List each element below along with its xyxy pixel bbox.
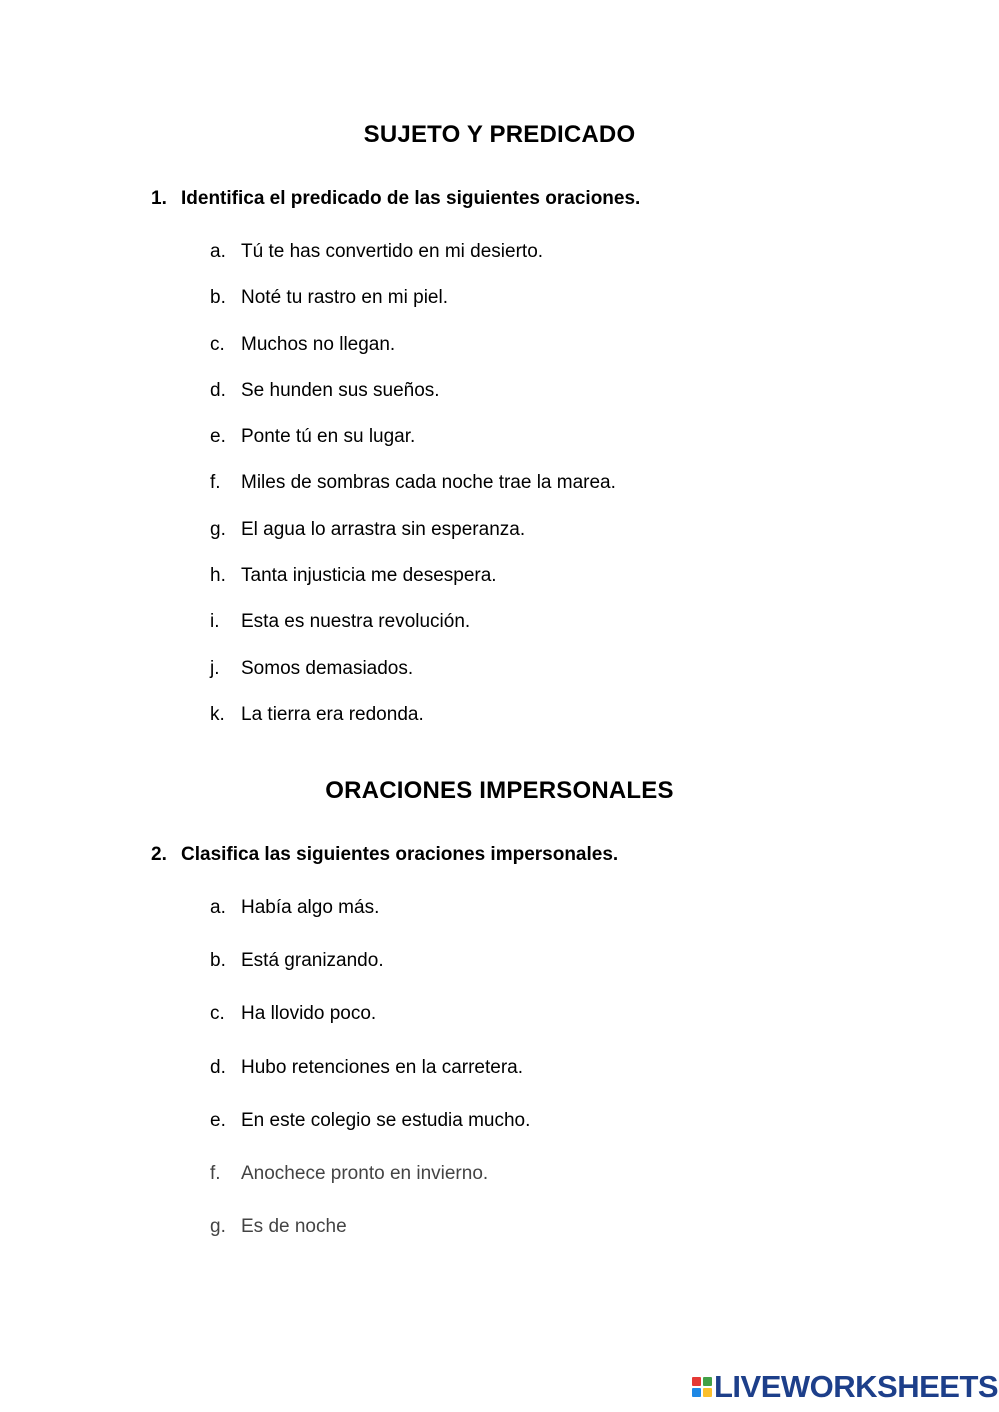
list-item (210, 1057, 530, 1110)
list-item (210, 658, 616, 704)
item-text: Hubo retenciones en la carretera. (241, 1056, 523, 1078)
item-letter: e. (210, 1109, 226, 1131)
question-2 (151, 844, 618, 866)
item-letter: e. (210, 426, 226, 448)
list-item (210, 1110, 530, 1163)
liveworksheets-logo (692, 1369, 999, 1404)
item-text: Ponte tú en su lugar. (241, 426, 416, 448)
question-text: Identifica el predicado de las siguientes oraciones. (181, 188, 641, 209)
item-text: Está granizando. (241, 950, 384, 972)
list-item (210, 1163, 530, 1216)
item-letter: f. (210, 472, 221, 494)
question-1 (151, 188, 640, 210)
item-text: Noté tu rastro en mi piel. (241, 287, 448, 309)
list-item (210, 565, 616, 611)
list-item (210, 334, 616, 380)
item-letter: a. (210, 241, 226, 262)
item-letter: i. (210, 611, 220, 633)
list-item (210, 380, 616, 426)
item-text: Se hunden sus sueños. (241, 379, 440, 401)
list-item (210, 241, 616, 287)
item-text: Es de noche (241, 1216, 347, 1238)
item-text: Esta es nuestra revolución. (241, 611, 471, 633)
item-text: Somos demasiados. (241, 657, 414, 679)
question-text: Clasifica las siguientes oraciones impersonales. (181, 844, 619, 865)
logo-square-yellow (703, 1388, 712, 1397)
item-text: Anochece pronto en invierno. (241, 1162, 489, 1184)
item-letter: d. (210, 379, 226, 401)
item-letter: g. (210, 1216, 226, 1238)
item-letter: f. (210, 1162, 221, 1184)
sentence-list-2 (210, 897, 530, 1269)
list-item (210, 519, 616, 565)
item-letter: c. (210, 333, 225, 355)
item-text: Miles de sombras cada noche trae la marea. (241, 472, 616, 494)
sentence-list-1 (210, 241, 616, 750)
question-number: 1. (151, 188, 167, 209)
list-item (210, 1003, 530, 1056)
item-text: El agua lo arrastra sin esperanza. (241, 518, 526, 540)
list-item (210, 472, 616, 518)
item-text: Había algo más. (241, 897, 380, 918)
item-letter: h. (210, 565, 226, 587)
item-letter: k. (210, 703, 225, 725)
item-letter: d. (210, 1056, 226, 1078)
item-letter: b. (210, 287, 226, 309)
logo-square-blue (692, 1388, 701, 1397)
list-item (210, 426, 616, 472)
list-item (210, 287, 616, 333)
item-text: En este colegio se estudia mucho. (241, 1109, 531, 1131)
list-item (210, 704, 616, 750)
section-title-sujeto-predicado: SUJETO Y PREDICADO (363, 121, 636, 148)
item-letter: g. (210, 518, 226, 540)
item-text: Tú te has convertido en mi desierto. (241, 241, 544, 262)
list-item (210, 950, 530, 1003)
item-letter: j. (210, 657, 220, 679)
item-letter: a. (210, 897, 226, 918)
liveworksheets-logo-icon (692, 1377, 712, 1397)
list-item (210, 611, 616, 657)
item-text: La tierra era redonda. (241, 703, 424, 725)
item-text: Muchos no llegan. (241, 333, 396, 355)
item-text: Tanta injusticia me desespera. (241, 565, 497, 587)
logo-square-green (703, 1377, 712, 1386)
list-item (210, 1216, 530, 1269)
item-letter: b. (210, 950, 226, 972)
list-item (210, 897, 530, 950)
section-title-oraciones-impersonales: ORACIONES IMPERSONALES (325, 777, 674, 804)
question-number: 2. (151, 844, 167, 865)
item-text: Ha llovido poco. (241, 1003, 377, 1025)
item-letter: c. (210, 1003, 225, 1025)
logo-square-red (692, 1377, 701, 1386)
logo-wordmark: LIVEWORKSHEETS (714, 1369, 999, 1404)
